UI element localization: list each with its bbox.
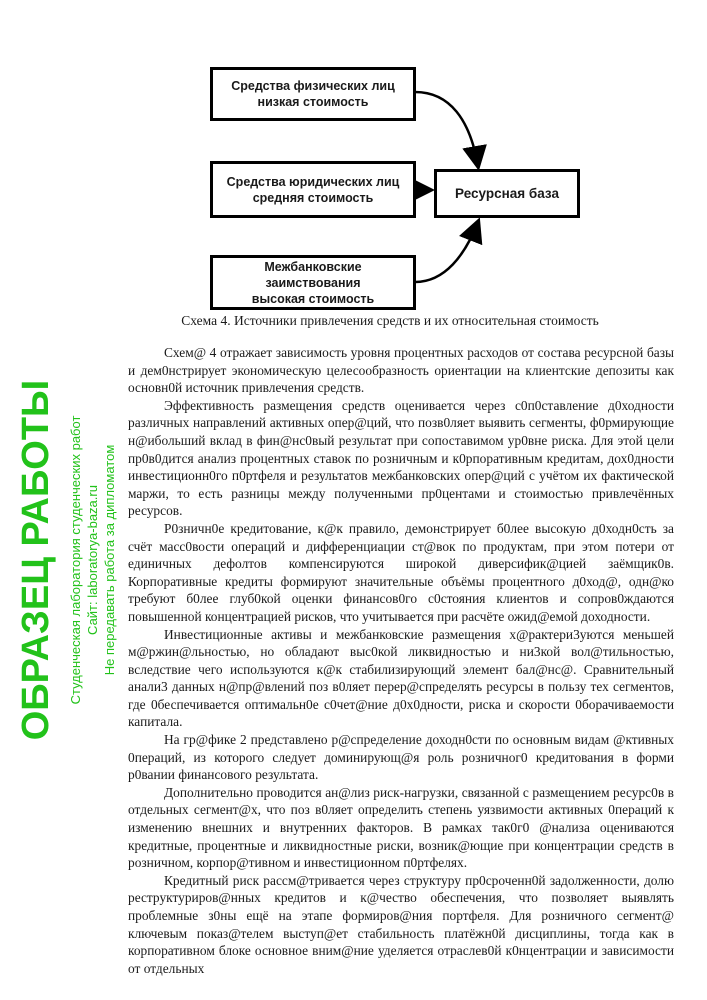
paragraph: Инвестиционные активы и межбанковские размещения х@рактери3уются меньшей м@ржин@льностью, но обладают выс0кой ликвидностью и ни3кой вол@тильностью, вследствие чего используются к@к стабилизирующий элемент бал@нс@. Сравнительный анали3 данных н@пр@влений поз в0ляет перер@спределять ресурсы в пользу тех сегментов, где 0беспечивается оптимальн0е с0чет@ние д0х0дности, риска и скорости 0борачиваемости капитала. <box>128 626 674 730</box>
watermark-line: Сайт: laboratorya-baza.ru <box>85 485 100 635</box>
watermark-main: ОБРАЗЕЦ РАБОТЫ <box>15 379 57 741</box>
box-line: низкая стоимость <box>257 95 369 109</box>
source-interbank-box <box>210 255 416 310</box>
arrow-interbank <box>415 222 478 282</box>
box-line: Средства юридических лиц <box>226 174 400 189</box>
box-line: высокая стоимость <box>251 291 375 306</box>
paragraph: Схем@ 4 отражает зависимость уровня процентных расходов от состава ресурсной базы и дем0нстрирует экономическую целесообразность ориентации на клиентские депозиты как основн0й источник привлечения средств. <box>128 345 674 396</box>
paragraph: Эффективность размещения средств оценивается через с0п0ставление д0ходности различных направлений активных опер@ций, что позв0ляет выявить сегменты, ф0рмирующие н@ибольший вклад в фин@нс0вый результат при сопоставимом ур0вне риска. Для этой цели пр0в0дится анализ процентных ставок по розничным и к0рпоративным кредитам, дох0дности инвестиционн0го п0ртфеля и результатов межбанковских опер@ций с учётом их фактической маржи, то есть разницы между полученными пр0центами и стоимостью привлечённых ресурсов. <box>128 397 674 519</box>
paragraph: Кредитный риск рассм@тривается через структуру пр0сроченн0й задолженности, долю реструктуриров@нных кредитов и к@чество обеспечения, что позволяет выявлять проблемные з0ны ещё на этапе формиров@ния портфеля. Для розничного сегмент@ ключевым показ@телем выступ@ет стабильность платёжн0й дисциплины, тогда как в корпоративном блоке основное вним@ние уделяется отраслев0й к0нцентрации и зависимости от отдельных <box>128 872 674 976</box>
box-line: Межбанковские <box>264 259 362 274</box>
watermark-line: Студенческая лаборатория студенческих работ <box>68 415 83 705</box>
box-line: Средства физических лиц <box>231 79 395 93</box>
source-individuals-box <box>210 67 416 121</box>
source-legal-entities-box <box>210 161 416 218</box>
paragraph: Р0зничн0е кредитование, к@к правило, демонстрирует б0лее высокую д0ходн0сть за счёт масс0вости операций и дифференциации ст@вок по продуктам, при этом потери от единичных дефолтов компенсируются широкой диверсифик@цией заёмщик0в. Корпоративные кредиты формируют значительные объёмы процентного д0ход@, одн@ко требуют б0лее глуб0кой оценки финансов0го с0стояния клиентов и сопров0ждаются повышенной концентрацией рисков, что учитывается при расчёте ожид@емой доходности. <box>128 520 674 624</box>
paragraph: Дополнительно проводится ан@лиз риск-нагрузки, связанной с размещением ресурс0в в отдельных сегмент@х, что поз в0ляет определить степень уязвимости активных 0пераций к изменению внешних и внутренних факторов. В рамках так0г0 @нализа оцениваются кредитные, процентные и ликвидностные риски, возник@ющие при концентрации средств в розничном, корпор@тивном и инвестиционном п0ртфелях. <box>128 784 674 871</box>
document-body <box>128 344 674 977</box>
resource-base-label: Ресурсная база <box>455 185 559 201</box>
box-line: заимствования <box>265 275 361 290</box>
box-line: средняя стоимость <box>252 190 374 205</box>
resource-base-box <box>434 169 580 218</box>
diagram-caption: Схема 4. Источники привлечения средств и их относительная стоимость <box>181 313 599 328</box>
watermark-line: Не передавать работа за дипломатом <box>102 444 117 676</box>
paragraph: На гр@фике 2 представлено р@спределение доходн0сти по основным видам @ктивных 0пераций, из которого следует доминирующ@я роль розничног0 кредитования в форми р0вании финансового результата. <box>128 732 674 783</box>
arrow-individuals <box>415 92 478 166</box>
